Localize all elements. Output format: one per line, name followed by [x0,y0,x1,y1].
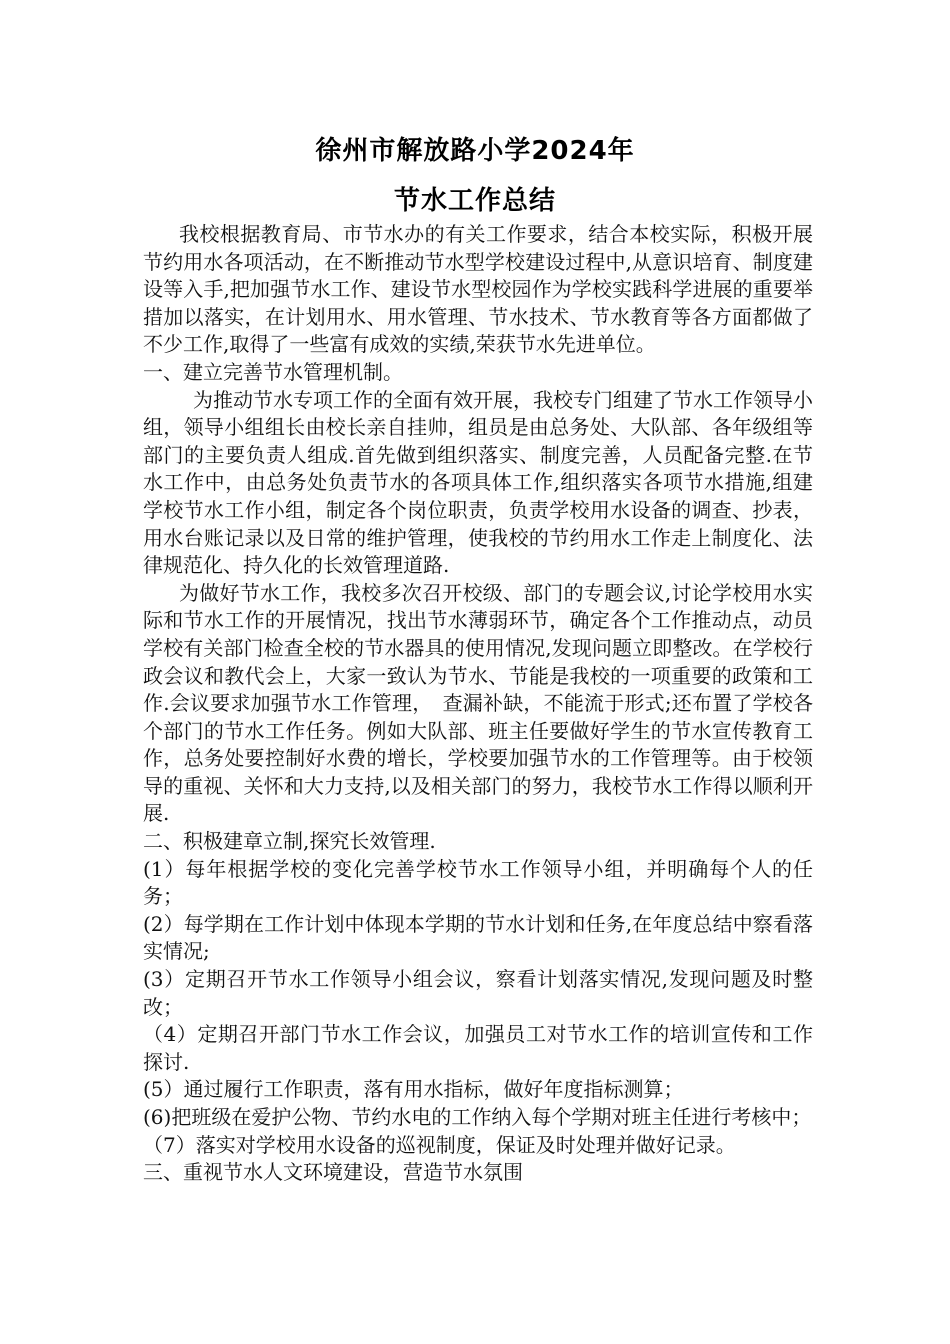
section2-item-7: （7）落实对学校用水设备的巡视制度，保证及时处理并做好记录。 [143,1132,736,1157]
section2-item-2: (2）每学期在工作计划中体现本学期的节水计划和任务,在年度总结中察看落实情况; [143,911,813,964]
section2-item-3: (3）定期召开节水工作领导小组会议，察看计划落实情况,发现问题及时整改； [143,967,813,1019]
section1-paragraph-1: 为推动节水专项工作的全面有效开展，我校专门组建了节水工作领导小组，领导小组组长由校长亲自挂帅，组员是由总务处、大队部、各年级组等部门的主要负责人组成.首先做到组织落实、制度完善，人员配备完整.在节水工作中，由总务处负责节水的各项具体工作,组织落实各项节水措施,组建学校节水工作小组，制定各个岗位职责，负责学校用水设备的调查、抄表，用水台账记录以及日常的维护管理，使我校的节约用水工作走上制度化、法律规范化、持久化的长效管理道路. [143,387,813,578]
section2-item-5: (5）通过履行工作职责，落有用水指标，做好年度指标测算； [143,1077,684,1102]
intro-paragraph: 我校根据教育局、市节水办的有关工作要求，结合本校实际，积极开展节约用水各项活动，在不断推动节水型学校建设过程中,从意识培育、制度建设等入手,把加强节水工作、建设节水型校园作为学校实践科学进展的重要举措加以落实，在计划用水、用水管理、节水技术、节水教育等各方面都做了不少工作,取得了一些富有成效的实绩,荣获节水先进单位。 [143,222,813,357]
document-body [143,221,813,1187]
section3-heading: 三、重视节水人文环境建设，营造节水氛围 [143,1160,523,1185]
section1-heading: 一、建立完善节水管理机制。 [143,359,403,384]
document-title-line1: 徐州市解放路小学2024年 [315,136,635,166]
section2-item-4: （4）定期召开部门节水工作会议，加强员工对节水工作的培训宣传和工作探讨. [143,1022,813,1074]
section2-heading: 二、积极建章立制,探究长效管理. [143,829,436,854]
document-title-line2: 节水工作总结 [393,186,556,216]
section1-paragraph-2: 为做好节水工作，我校多次召开校级、部门的专题会议,讨论学校用水实际和节水工作的开展情况，找出节水薄弱环节，确定各个工作推动点，动员学校有关部门检查全校的节水器具的使用情况,发现问题立即整改。在学校行政会议和教代会上，大家一致认为节水、节能是我校的一项重要的政策和工作.会议要求加强节水工作管理， 查漏补缺，不能流于形式;还布置了学校各个部门的节水工作任务。例如大队部、班主任要做好学生的节水宣传教育工作，总务处要控制好水费的增长，学校要加强节水的工作管理等。由于校领导的重视、关怀和大力支持,以及相关部门的努力，我校节水工作得以顺利开展. [143,580,813,826]
section2-item-1: (1）每年根据学校的变化完善学校节水工作领导小组，并明确每个人的任务； [143,856,813,909]
section2-item-6: (6)把班级在爱护公物、节约水电的工作纳入每个学期对班主任进行考核中； [143,1105,812,1129]
